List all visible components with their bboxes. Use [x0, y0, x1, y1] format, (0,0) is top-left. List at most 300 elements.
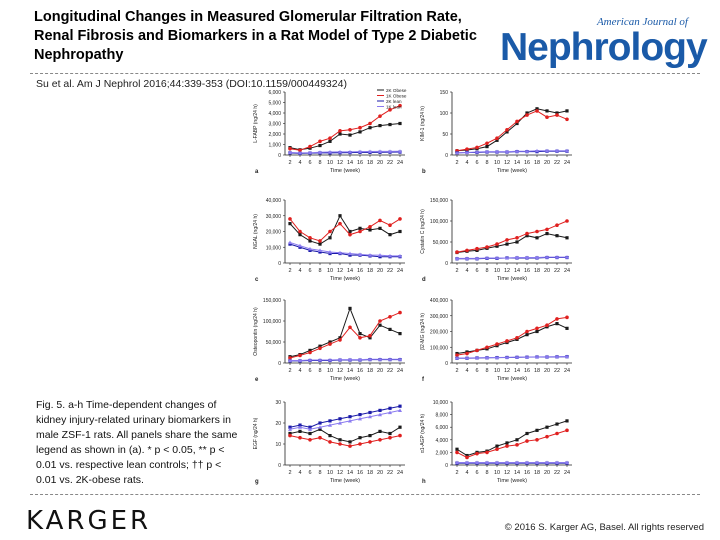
- series-line: [290, 313, 400, 358]
- x-tick-label: 12: [336, 160, 344, 166]
- data-point: [368, 228, 371, 231]
- data-point: [358, 336, 362, 340]
- panel-letter: f: [422, 377, 424, 383]
- x-tick-label: 2: [288, 160, 292, 166]
- data-point: [298, 233, 301, 236]
- x-tick-label: 10: [493, 368, 501, 374]
- series-line: [290, 216, 400, 244]
- data-point: [288, 147, 292, 151]
- x-tick-label: 6: [308, 268, 312, 274]
- data-point: [288, 222, 291, 225]
- y-tick-label: 6,000: [268, 90, 281, 96]
- data-point: [378, 227, 381, 230]
- x-tick-label: 20: [376, 470, 384, 476]
- legend-entry: 1K Obese: [386, 93, 407, 99]
- panel-letter: g: [255, 479, 259, 485]
- data-point: [348, 326, 352, 330]
- y-tick-label: 3,000: [268, 121, 281, 128]
- x-tick-label: 24: [563, 160, 571, 166]
- data-point: [348, 440, 351, 443]
- y-axis-label: KIM-1 (ng/24 h): [420, 106, 426, 141]
- data-point: [465, 352, 469, 356]
- data-point: [465, 456, 469, 460]
- series-line: [457, 109, 567, 151]
- data-point: [368, 440, 372, 444]
- data-point: [318, 347, 322, 351]
- x-tick-label: 4: [465, 368, 469, 374]
- panel-d: [420, 198, 572, 283]
- data-point: [338, 338, 342, 342]
- bottom-divider: [30, 494, 700, 495]
- data-point: [328, 230, 332, 234]
- y-tick-label: 40,000: [265, 198, 281, 204]
- data-point: [288, 241, 292, 245]
- y-tick-label: 200,000: [429, 329, 448, 336]
- x-tick-label: 4: [465, 268, 469, 274]
- data-point: [328, 434, 331, 437]
- y-tick-label: 0: [278, 153, 281, 159]
- y-tick-label: 150,000: [429, 198, 448, 204]
- x-tick-label: 2: [455, 160, 459, 166]
- x-tick-label: 20: [543, 368, 551, 374]
- x-tick-label: 12: [336, 268, 344, 274]
- y-tick-label: 4,000: [435, 437, 448, 444]
- x-tick-label: 24: [396, 368, 404, 374]
- data-point: [515, 336, 519, 340]
- data-point: [328, 136, 332, 140]
- x-tick-label: 6: [475, 160, 479, 166]
- x-tick-label: 10: [326, 268, 334, 274]
- x-tick-label: 4: [298, 160, 302, 166]
- x-tick-label: 20: [543, 268, 551, 274]
- x-tick-label: 14: [513, 368, 521, 374]
- data-point: [318, 144, 321, 147]
- series-line: [290, 427, 400, 442]
- data-point: [555, 113, 559, 117]
- data-point: [475, 349, 479, 353]
- data-point: [308, 351, 312, 355]
- data-point: [555, 322, 558, 325]
- x-tick-label: 8: [485, 368, 489, 374]
- x-tick-label: 12: [503, 268, 511, 274]
- data-point: [515, 443, 519, 447]
- x-tick-label: 18: [533, 470, 541, 476]
- data-point: [298, 230, 302, 234]
- x-tick-label: 8: [485, 470, 489, 476]
- y-tick-label: 100,000: [262, 319, 281, 325]
- data-point: [308, 239, 311, 242]
- data-point: [358, 126, 362, 130]
- data-point: [308, 432, 311, 435]
- data-point: [515, 120, 519, 124]
- x-tick-label: 2: [455, 368, 459, 374]
- panel-letter: c: [255, 277, 259, 283]
- data-point: [338, 442, 342, 446]
- x-tick-label: 18: [366, 470, 374, 476]
- data-point: [308, 145, 312, 149]
- series-line: [290, 106, 400, 151]
- series-line: [290, 219, 400, 241]
- data-point: [495, 447, 499, 451]
- y-tick-label: 2,000: [268, 132, 281, 138]
- data-point: [545, 109, 548, 112]
- data-point: [348, 128, 352, 132]
- series-line: [457, 221, 567, 252]
- legend-entry: 2K Obese: [386, 87, 407, 93]
- y-axis-label: β2-MG (ng/24 h): [420, 313, 426, 350]
- y-tick-label: 0: [445, 261, 448, 267]
- x-tick-label: 2: [455, 268, 459, 274]
- x-tick-label: 12: [503, 470, 511, 476]
- data-point: [505, 441, 508, 444]
- y-tick-label: 20,000: [265, 229, 281, 236]
- y-tick-label: 100,000: [429, 219, 448, 225]
- panel-letter: a: [255, 169, 259, 175]
- y-tick-label: 30,000: [265, 213, 281, 220]
- data-point: [485, 451, 489, 455]
- data-point: [348, 230, 351, 233]
- y-tick-label: 0: [445, 361, 448, 367]
- x-tick-label: 20: [543, 160, 551, 166]
- x-tick-label: 6: [308, 160, 312, 166]
- data-point: [555, 317, 559, 321]
- y-tick-label: 10: [275, 442, 281, 448]
- panel-letter: b: [422, 169, 426, 175]
- data-point: [555, 234, 558, 237]
- x-tick-label: 16: [356, 268, 364, 274]
- x-axis-label: Time (week): [329, 276, 361, 282]
- data-point: [358, 230, 362, 234]
- slide-title: Longitudinal Changes in Measured Glomerular Filtration Rate, Renal Fibrosis and Biomarkers in a Rat Model of Type 2 Diabetic Nephropathy: [34, 9, 477, 63]
- series-line: [457, 421, 567, 456]
- y-tick-label: 150: [439, 90, 448, 96]
- data-point: [308, 438, 312, 442]
- data-point: [368, 334, 372, 338]
- data-point: [378, 438, 382, 442]
- y-tick-label: 10,000: [432, 400, 448, 406]
- x-tick-label: 18: [366, 268, 374, 274]
- x-tick-label: 2: [288, 368, 292, 374]
- x-tick-label: 14: [513, 268, 521, 274]
- data-point: [338, 214, 341, 217]
- panel-letter: e: [255, 377, 259, 383]
- panel-c: [253, 198, 405, 283]
- x-tick-label: 4: [465, 470, 469, 476]
- data-point: [298, 430, 301, 433]
- legend-entry: 2K lean: [386, 98, 402, 104]
- x-tick-label: 24: [396, 268, 404, 274]
- citation: Su et al. Am J Nephrol 2016;44:339-353 (DOI:10.1159/000449324): [36, 78, 347, 90]
- data-point: [505, 238, 509, 242]
- series-line: [290, 124, 400, 150]
- series-line: [290, 406, 400, 427]
- data-point: [348, 444, 352, 448]
- data-point: [495, 342, 499, 346]
- y-tick-label: 30: [275, 400, 281, 406]
- data-point: [535, 330, 538, 333]
- x-axis-label: Time (week): [329, 478, 361, 484]
- y-tick-label: 100: [439, 111, 448, 117]
- x-tick-label: 20: [543, 470, 551, 476]
- x-tick-label: 8: [318, 160, 322, 166]
- data-point: [318, 140, 322, 144]
- data-point: [358, 442, 362, 446]
- publisher-logo: KARGER: [26, 506, 152, 536]
- panel-b: [420, 90, 572, 175]
- x-tick-label: 16: [523, 268, 531, 274]
- x-tick-label: 22: [553, 268, 561, 274]
- data-point: [535, 236, 538, 239]
- x-axis-label: Time (week): [496, 478, 528, 484]
- data-point: [368, 434, 371, 437]
- series-line: [457, 324, 567, 354]
- x-tick-label: 8: [318, 470, 322, 476]
- data-point: [288, 217, 292, 221]
- x-tick-label: 20: [376, 268, 384, 274]
- data-point: [378, 324, 381, 327]
- x-tick-label: 22: [553, 160, 561, 166]
- data-point: [525, 432, 528, 435]
- x-tick-label: 22: [386, 160, 394, 166]
- data-point: [378, 124, 381, 127]
- x-axis-label: Time (week): [496, 168, 528, 174]
- x-tick-label: 10: [326, 160, 334, 166]
- data-point: [535, 327, 539, 331]
- x-tick-label: 14: [513, 470, 521, 476]
- data-point: [398, 217, 402, 221]
- x-tick-label: 20: [376, 160, 384, 166]
- data-point: [388, 123, 391, 126]
- x-tick-label: 24: [563, 470, 571, 476]
- y-tick-label: 8,000: [435, 412, 448, 419]
- data-point: [475, 247, 479, 251]
- x-tick-label: 10: [493, 160, 501, 166]
- data-point: [535, 109, 539, 113]
- x-tick-label: 14: [346, 368, 354, 374]
- data-point: [368, 225, 372, 229]
- data-point: [535, 230, 539, 234]
- data-point: [378, 114, 382, 118]
- data-point: [388, 432, 391, 435]
- x-tick-label: 12: [336, 470, 344, 476]
- data-point: [348, 233, 352, 237]
- x-axis-label: Time (week): [496, 376, 528, 382]
- data-point: [378, 319, 382, 323]
- data-point: [485, 245, 489, 249]
- y-tick-label: 0: [278, 261, 281, 267]
- data-point: [358, 413, 361, 416]
- data-point: [338, 417, 341, 420]
- data-point: [535, 438, 539, 442]
- x-tick-label: 10: [326, 368, 334, 374]
- y-tick-label: 50: [442, 132, 448, 138]
- y-tick-label: 100,000: [429, 345, 448, 352]
- data-point: [525, 113, 529, 117]
- x-tick-label: 10: [326, 470, 334, 476]
- y-tick-label: 10,000: [265, 245, 281, 252]
- data-point: [515, 240, 518, 243]
- y-tick-label: 150,000: [262, 298, 281, 304]
- y-tick-label: 0: [445, 463, 448, 469]
- data-point: [338, 132, 341, 135]
- data-point: [378, 409, 381, 412]
- x-tick-label: 16: [523, 160, 531, 166]
- data-point: [308, 236, 312, 240]
- x-tick-label: 14: [513, 160, 521, 166]
- x-tick-label: 12: [503, 368, 511, 374]
- series-line: [290, 244, 400, 257]
- y-tick-label: 400,000: [429, 298, 448, 304]
- x-axis-label: Time (week): [329, 376, 361, 382]
- data-point: [485, 141, 489, 145]
- y-axis-label: Osteopontin (ng/24 h): [253, 307, 259, 356]
- data-point: [358, 227, 361, 230]
- x-tick-label: 8: [485, 268, 489, 274]
- y-tick-label: 2,000: [435, 450, 448, 457]
- data-point: [398, 230, 401, 233]
- x-tick-label: 18: [533, 268, 541, 274]
- x-tick-label: 10: [493, 268, 501, 274]
- data-point: [565, 327, 568, 330]
- data-point: [525, 439, 529, 443]
- x-tick-label: 6: [308, 368, 312, 374]
- data-point: [465, 249, 469, 253]
- copyright-notice: © 2016 S. Karger AG, Basel. All rights reserved: [504, 522, 704, 533]
- y-axis-label: L-FABP (ng/24 h): [253, 104, 259, 143]
- data-point: [338, 222, 342, 226]
- data-point: [388, 436, 392, 440]
- x-axis-label: Time (week): [329, 168, 361, 174]
- x-tick-label: 16: [356, 470, 364, 476]
- data-point: [318, 421, 321, 424]
- y-tick-label: 1,000: [268, 142, 281, 149]
- x-tick-label: 24: [563, 368, 571, 374]
- data-point: [475, 452, 479, 456]
- x-tick-label: 18: [533, 160, 541, 166]
- data-point: [358, 436, 361, 439]
- data-point: [348, 415, 351, 418]
- data-point: [555, 223, 559, 227]
- x-tick-label: 12: [503, 160, 511, 166]
- panel-letter: h: [422, 479, 426, 485]
- x-tick-label: 18: [366, 368, 374, 374]
- x-tick-label: 14: [346, 160, 354, 166]
- data-point: [565, 109, 568, 112]
- data-point: [398, 426, 401, 429]
- data-point: [398, 332, 401, 335]
- x-tick-label: 18: [366, 160, 374, 166]
- series-line: [457, 151, 567, 153]
- y-tick-label: 20: [275, 421, 281, 427]
- y-tick-label: 5,000: [268, 100, 281, 107]
- data-point: [288, 434, 292, 438]
- y-axis-label: EGF (ng/24 h): [253, 417, 259, 450]
- x-tick-label: 6: [475, 268, 479, 274]
- data-point: [328, 440, 332, 444]
- x-tick-label: 2: [288, 268, 292, 274]
- x-tick-label: 22: [386, 268, 394, 274]
- series-line: [457, 111, 567, 151]
- data-point: [298, 436, 302, 440]
- data-point: [565, 236, 568, 239]
- data-point: [505, 128, 509, 132]
- data-point: [338, 438, 341, 441]
- data-point: [398, 434, 402, 438]
- data-point: [358, 332, 361, 335]
- x-tick-label: 8: [318, 368, 322, 374]
- data-point: [348, 307, 351, 310]
- legend-entry: 1K lean: [386, 104, 402, 110]
- x-tick-label: 16: [356, 160, 364, 166]
- figure-caption: Fig. 5. a-h Time-dependent changes of kidney injury-related urinary biomarkers in male ZSF-1 rats. All panels share the same legend as shown in (a). * p < 0.05, ** p < 0.01 vs. respective lean controls; †† p < 0.01 vs. 2K-obese rats.: [36, 399, 238, 486]
- data-point: [368, 126, 371, 129]
- data-point: [465, 147, 469, 151]
- x-tick-label: 22: [553, 368, 561, 374]
- x-tick-label: 6: [308, 470, 312, 476]
- data-point: [298, 354, 302, 358]
- x-tick-label: 14: [346, 470, 354, 476]
- data-point: [555, 422, 558, 425]
- x-tick-label: 22: [553, 470, 561, 476]
- x-tick-label: 6: [475, 368, 479, 374]
- y-tick-label: 0: [278, 361, 281, 367]
- y-axis-label: α1-AGP (ng/24 h): [420, 413, 426, 454]
- data-point: [475, 146, 479, 150]
- data-point: [555, 432, 559, 436]
- data-point: [565, 429, 569, 433]
- panel-a: [253, 88, 407, 175]
- series-line: [290, 308, 400, 356]
- y-tick-label: 50,000: [265, 340, 281, 346]
- y-tick-label: 0: [278, 463, 281, 469]
- data-point: [368, 411, 371, 414]
- data-point: [318, 239, 322, 243]
- y-tick-label: 6,000: [435, 425, 448, 432]
- panel-h: [420, 400, 572, 485]
- data-point: [388, 407, 391, 410]
- data-point: [535, 429, 538, 432]
- x-tick-label: 4: [298, 368, 302, 374]
- data-point: [485, 345, 489, 349]
- data-point: [455, 250, 459, 254]
- x-tick-label: 22: [386, 368, 394, 374]
- journal-logo-name: Nephrology: [500, 26, 707, 69]
- series-line: [457, 317, 567, 355]
- data-point: [485, 145, 488, 148]
- data-point: [505, 243, 508, 246]
- data-point: [328, 140, 331, 143]
- x-tick-label: 24: [396, 160, 404, 166]
- panel-g: [253, 400, 405, 485]
- x-tick-label: 8: [318, 268, 322, 274]
- data-point: [495, 445, 498, 448]
- x-tick-label: 2: [455, 470, 459, 476]
- data-point: [495, 136, 499, 140]
- data-point: [348, 133, 351, 136]
- x-tick-label: 24: [396, 470, 404, 476]
- data-point: [565, 419, 568, 422]
- data-point: [388, 328, 391, 331]
- data-point: [318, 243, 321, 246]
- data-point: [505, 444, 509, 448]
- data-point: [515, 236, 519, 240]
- data-point: [545, 228, 549, 232]
- data-point: [545, 435, 549, 439]
- data-point: [388, 315, 392, 319]
- data-point: [358, 130, 361, 133]
- x-tick-label: 6: [475, 470, 479, 476]
- data-point: [515, 438, 518, 441]
